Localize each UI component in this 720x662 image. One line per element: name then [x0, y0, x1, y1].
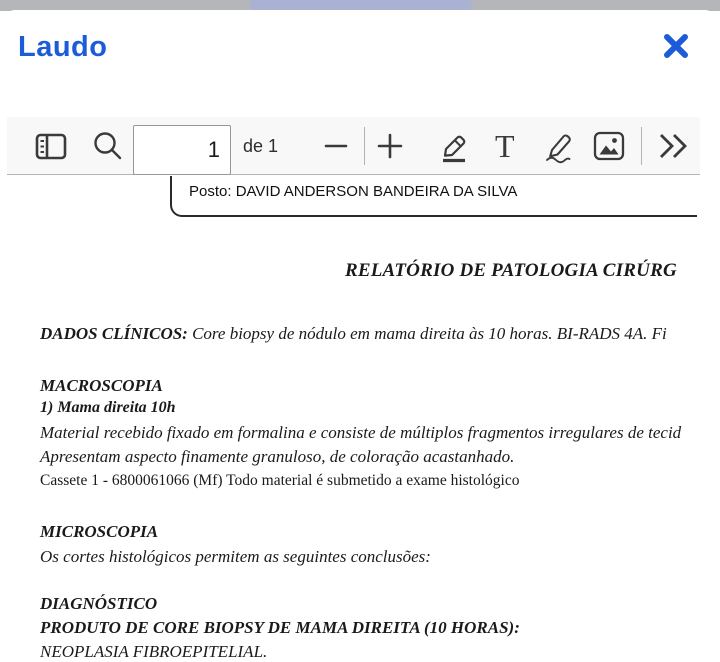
macroscopia-item: 1) Mama direita 10h: [40, 399, 176, 416]
pencil-icon: [539, 127, 577, 165]
pdf-document-page: [0, 176, 720, 661]
toolbar-divider: [641, 127, 642, 165]
highlight-tool-button[interactable]: [431, 117, 477, 175]
minus-icon: [323, 133, 349, 159]
zoom-in-button[interactable]: [369, 117, 411, 175]
double-chevron-icon: [655, 131, 693, 161]
letter-t-icon: [489, 129, 521, 163]
microscopia-heading: MICROSCOPIA: [40, 522, 159, 541]
dados-clinicos-text: Core biopsy de nódulo em mama direita às 10 horas. BI-RADS 4A. Fi: [187, 324, 667, 343]
page-count-label: de 1: [243, 135, 279, 156]
image-icon: [592, 130, 626, 162]
toolbar-divider: [364, 127, 365, 165]
search-icon: [92, 130, 124, 162]
report-title: RELATÓRIO DE PATOLOGIA CIRÚRG: [345, 260, 677, 281]
more-tools-button[interactable]: [651, 117, 697, 175]
page-number-input[interactable]: [133, 125, 231, 175]
image-tool-button[interactable]: [587, 117, 631, 175]
macroscopia-text-line1: Material recebido fixado em formalina e consiste de múltiplos fragmentos irregulares de tecid: [40, 423, 682, 442]
modal-title: Laudo: [18, 31, 108, 63]
sidebar-toggle-button[interactable]: [25, 117, 77, 175]
diagnostico-line1: PRODUTO DE CORE BIOPSY DE MAMA DIREITA (10 HORAS):: [40, 618, 520, 637]
macroscopia-text-line2: Apresentam aspecto finamente granuloso, de coloração acastanhado.: [40, 447, 515, 466]
sidebar-toggle-icon: [35, 133, 67, 160]
pdf-toolbar: [7, 117, 700, 175]
laudo-modal: [0, 10, 720, 661]
microscopia-text: Os cortes histológicos permitem as seguintes conclusões:: [40, 547, 431, 566]
diagnostico-heading: DIAGNÓSTICO: [40, 594, 158, 613]
cassete-line: Cassete 1 - 6800061066 (Mf) Todo material é submetido a exame histológico: [40, 472, 520, 489]
diagnostico-line2: NEOPLASIA FIBROEPITELIAL.: [40, 642, 268, 661]
close-icon: [660, 30, 692, 62]
dados-clinicos-label: DADOS CLÍNICOS:: [40, 324, 188, 343]
posto-field-box: [170, 176, 697, 217]
zoom-out-button[interactable]: [315, 117, 357, 175]
posto-field-text: Posto: DAVID ANDERSON BANDEIRA DA SILVA: [189, 183, 518, 200]
plus-icon: [376, 132, 404, 160]
search-button[interactable]: [85, 117, 131, 175]
free-text-tool-button[interactable]: [483, 117, 527, 175]
svg-text:T: T: [495, 129, 515, 163]
draw-tool-button[interactable]: [535, 117, 581, 175]
dados-clinicos-line: [40, 324, 667, 344]
highlighter-icon: [436, 127, 472, 165]
close-button[interactable]: [658, 28, 694, 64]
macroscopia-heading: MACROSCOPIA: [40, 376, 163, 395]
